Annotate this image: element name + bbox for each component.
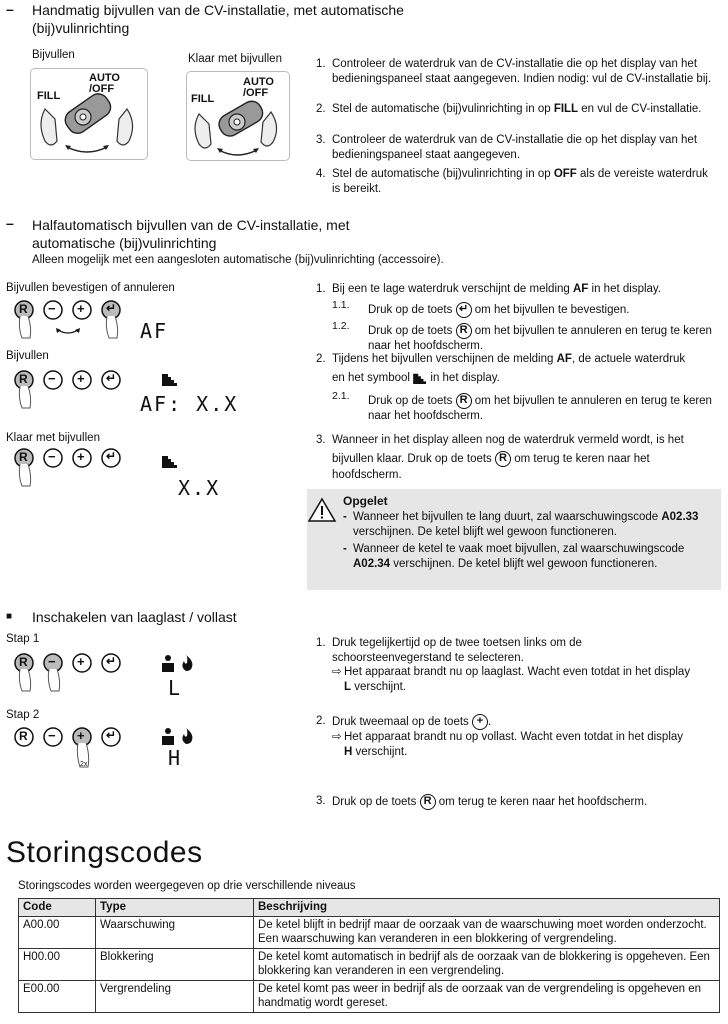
dial-auto-text: AUTO <box>89 72 120 84</box>
step3-line2-pre: bijvullen klaar. Druk op de toets <box>332 453 496 465</box>
table-row <box>19 916 720 948</box>
step-text-post: . <box>488 716 492 729</box>
img2-label: Klaar met bijvullen <box>188 53 282 65</box>
dial-done-illustration <box>187 72 291 162</box>
step-text-bold: FILL <box>553 103 579 115</box>
s2-step-2 <box>316 352 720 368</box>
step-text <box>332 714 720 730</box>
panel2-keys <box>8 368 128 412</box>
chimney-sweep-icon <box>160 653 196 676</box>
warning-triangle-svg <box>307 497 337 523</box>
key-enter[interactable]: ↵ <box>106 449 117 463</box>
stap2-label: Stap 2 <box>6 709 40 721</box>
key-minus[interactable]: − <box>48 371 56 386</box>
cell-type: Blokkering <box>96 948 254 980</box>
stap1-keys <box>8 651 128 695</box>
warning-title: Opgelet <box>343 494 388 508</box>
dial-off-text: /OFF <box>89 83 115 95</box>
key-r[interactable]: R <box>19 450 28 464</box>
sub-text <box>368 393 720 424</box>
step3-line3: hoofdscherm. <box>332 469 402 481</box>
cell-description: De ketel komt pas weer in bedrijf als de oorzaak van de vergrendeling is opgeheven en handmatig wordt gereset. <box>254 980 720 1012</box>
section2-title-line2: automatische (bij)vulinrichting <box>32 235 217 251</box>
fill-dial-image <box>30 68 148 160</box>
result-text-post: verschijnt. <box>352 745 408 758</box>
section-dash: – <box>6 215 14 231</box>
step-text-bold: OFF <box>553 168 577 180</box>
section1-title-line2: (bij)vulinrichting <box>32 20 130 36</box>
section-dash: – <box>6 1 14 17</box>
key-minus[interactable]: − <box>48 654 56 669</box>
s1-step-2 <box>316 102 716 132</box>
r-key-icon: R <box>456 393 472 409</box>
enter-key-icon: ↵ <box>456 302 472 318</box>
step-number: 3. <box>316 434 326 446</box>
step3-line2 <box>332 450 720 469</box>
key-plus[interactable]: + <box>77 728 85 743</box>
cell-type: Waarschuwing <box>96 916 254 948</box>
warning-item-2 <box>343 542 715 588</box>
sub-text-pre: Druk op de toets <box>368 304 456 317</box>
panel1-keys <box>8 300 128 342</box>
page-title: Storingscodes <box>6 836 203 869</box>
warning-box <box>307 489 721 590</box>
warning-dash: - <box>343 543 347 555</box>
step-text-pre: Druk tweemaal op de toets <box>332 716 472 729</box>
s3-step-1-result <box>332 665 720 695</box>
s3-step1-line2: schoorsteenvegerstand te selecteren. <box>332 651 524 664</box>
key-minus[interactable]: − <box>48 728 56 743</box>
s1-step-4 <box>316 167 716 197</box>
panel3-label: Klaar met bijvullen <box>6 432 100 444</box>
col-description: Beschrijving <box>254 899 720 917</box>
lcd-af-pressure: AF: X.X <box>140 392 239 416</box>
s3-step1-line1: Druk tegelijkertijd op de twee toetsen links om de <box>332 637 582 649</box>
sub-text-post: om het bijvullen te annuleren en terug te keren naar het hoofdscherm. <box>368 395 712 422</box>
lcd-pressure: X.X <box>178 476 221 500</box>
s2-step-2-line2 <box>332 371 720 389</box>
result-text-post: verschijnt. <box>351 680 406 693</box>
arrow-right-icon: ⇨ <box>332 666 342 678</box>
dial2-auto-text: AUTO <box>243 76 274 88</box>
warning-item-text <box>353 542 715 571</box>
step3-line1: Wanneer in het display alleen nog de waterdruk vermeld wordt, is het <box>332 434 684 446</box>
lcd-l: L <box>168 676 183 700</box>
step-text-post: om terug te keren naar het hoofdscherm. <box>435 796 648 809</box>
press-twice-label: 2x <box>80 761 88 768</box>
table-row <box>19 980 720 1012</box>
warning-item-1 <box>343 510 715 544</box>
key-enter[interactable]: ↵ <box>106 371 117 385</box>
s2-step-3 <box>316 431 720 485</box>
step-number: 1. <box>316 58 326 70</box>
step-text-pre: Bij een te lage waterdruk verschijnt de melding <box>332 283 573 295</box>
s2-sub-1-1 <box>332 298 720 318</box>
sub-text-pre: Druk op de toets <box>368 325 456 338</box>
step-number: 2. <box>316 353 326 365</box>
chimney-flame-svg <box>160 726 196 746</box>
s2-step-1 <box>316 282 720 298</box>
step-text <box>332 282 720 297</box>
dial-auto-label <box>89 73 120 95</box>
img1-label: Bijvullen <box>32 49 75 61</box>
chimney-flame-svg <box>160 653 196 673</box>
sub-text-post: om het bijvullen te annuleren en terug te keren naar het hoofdscherm. <box>368 325 712 352</box>
key-enter[interactable]: ↵ <box>106 654 117 668</box>
step-text-post: in het display. <box>588 283 662 295</box>
warning-item-pre: Wanneer het bijvullen te lang duurt, zal waarschuwingscode <box>353 511 662 523</box>
key-r[interactable]: R <box>19 372 28 386</box>
warning-item-pre: Wanneer de ketel te vaak moet bijvullen, zal waarschuwingscode <box>353 543 685 555</box>
bar-symbol-icon <box>413 372 427 384</box>
step3-line2-post: om terug te keren naar het <box>511 453 650 465</box>
step-text-bold: AF <box>573 283 589 295</box>
step-number: 1. <box>316 283 326 295</box>
r-key-icon: R <box>456 323 472 339</box>
sub-number: 1.2. <box>332 320 350 332</box>
table-row <box>19 948 720 980</box>
plus-key-icon: + <box>472 714 488 730</box>
s1-step-3 <box>316 133 716 163</box>
key-enter[interactable]: ↵ <box>106 301 117 315</box>
bar-fill-svg <box>162 454 178 468</box>
lcd-af: AF <box>140 319 169 343</box>
key-plus[interactable]: + <box>77 371 85 386</box>
s1-step-1 <box>316 57 716 101</box>
stap1-label: Stap 1 <box>6 633 40 645</box>
cell-description: De ketel komt automatisch in bedrijf als de oorzaak van de blokkering is opgeheven. Een blokkering kan veranderen in een vergrendeling. <box>254 948 720 980</box>
storingscodes-intro: Storingscodes worden weergegeven op drie verschillende niveaus <box>18 880 356 892</box>
cell-code: H00.00 <box>19 948 96 980</box>
s2-sub-2-1 <box>332 389 720 423</box>
sub-number: 1.1. <box>332 299 350 311</box>
warning-item-text <box>353 510 715 539</box>
error-codes-table <box>18 898 720 1013</box>
s2-sub-1-2 <box>332 319 720 353</box>
step-text-post: , de actuele waterdruk <box>571 353 686 365</box>
result-text-bold: L <box>344 680 352 693</box>
cell-description: De ketel blijft in bedrijf maar de oorzaak van de waarschuwing moet worden onderzocht. Een waarschuwing kan veranderen in een blokkering of vergrendeling. <box>254 916 720 948</box>
section3-title: Inschakelen van laaglast / vollast <box>32 609 237 625</box>
dial2-off-text: /OFF <box>243 87 269 99</box>
result-text <box>344 730 720 759</box>
step-text <box>332 167 716 196</box>
step-text-post: en vul de CV-installatie. <box>578 103 702 115</box>
result-text-pre: Het apparaat brandt nu op vollast. Wacht even totdat in het display <box>344 731 684 743</box>
key-plus[interactable]: + <box>77 654 85 669</box>
result-text <box>344 665 720 694</box>
step-text: Controleer de waterdruk van de CV-installatie die op het display van het bedieningspaneel staat aangegeven. <box>332 134 698 161</box>
result-text-bold: H <box>344 745 353 758</box>
step-text-pre: Stel de automatische (bij)vulinrichting in op <box>332 168 554 180</box>
sub-text-post: om het bijvullen te bevestigen. <box>471 304 630 317</box>
key-minus[interactable]: − <box>48 301 56 316</box>
section2-title-line1: Halfautomatisch bijvullen van de CV-installatie, met <box>32 217 350 233</box>
sub-text <box>368 323 720 354</box>
sub-text-pre: Druk op de toets <box>368 395 456 408</box>
section1-title-line1: Handmatig bijvullen van de CV-installatie, met automatische <box>32 2 404 18</box>
panel3-keys <box>8 446 128 490</box>
cell-type: Vergrendeling <box>96 980 254 1012</box>
col-type: Type <box>96 899 254 917</box>
step-number: 1. <box>316 637 326 649</box>
step-number: 3. <box>316 795 326 807</box>
dial2-fill-label: FILL <box>191 93 215 105</box>
step-number: 4. <box>316 168 326 180</box>
step-text <box>332 636 720 665</box>
step-text <box>332 102 716 117</box>
r-key-icon: R <box>495 451 511 467</box>
step-text-pre: Stel de automatische (bij)vulinrichting in op <box>332 103 554 115</box>
key-enter[interactable]: ↵ <box>106 728 117 742</box>
dial2-auto-label <box>243 77 274 99</box>
warning-item-post: verschijnen. De ketel blijft wel gewoon functioneren. <box>390 557 658 570</box>
arrow-right-icon: ⇨ <box>332 731 342 743</box>
warning-item-post: verschijnen. De ketel blijft wel gewoon functioneren. <box>353 525 618 538</box>
panel2-label: Bijvullen <box>6 350 49 362</box>
stap2-keys <box>8 725 128 771</box>
step-number: 2. <box>316 715 326 727</box>
section2-note: Alleen mogelijk met een aangesloten automatische (bij)vulinrichting (accessoire). <box>32 254 444 266</box>
bar-fill-icon <box>162 454 178 468</box>
step-number: 2. <box>316 103 326 115</box>
warning-dash: - <box>343 511 347 523</box>
warning-code: A02.33 <box>661 511 699 523</box>
step-number: 3. <box>316 134 326 146</box>
sub-text <box>368 302 720 318</box>
s3-step-1 <box>316 636 720 666</box>
warning-code: A02.34 <box>353 557 391 570</box>
step-text-post: in het display. <box>427 372 500 384</box>
step-text-pre: Tijdens het bijvullen verschijnen de melding <box>332 353 557 365</box>
bar-fill-svg <box>162 372 178 386</box>
key-r[interactable]: R <box>19 655 28 669</box>
col-code: Code <box>19 899 96 917</box>
step-text: Controleer de waterdruk van de CV-installatie die op het display van het bedieningspaneel staat aangegeven. Indien nodig: vul de CV-installatie bij. <box>332 58 712 85</box>
dial-fill-label: FILL <box>37 90 61 102</box>
bar-fill-icon <box>162 372 178 386</box>
key-plus[interactable]: + <box>77 301 85 316</box>
step-text-bold: AF <box>556 353 572 365</box>
step-text-pre: Druk op de toets <box>332 796 420 809</box>
section2-title <box>32 216 452 252</box>
section-bullet: ■ <box>6 611 13 622</box>
section1-title <box>32 1 452 37</box>
step-text-post: als de vereiste waterdruk is bereikt. <box>332 168 708 195</box>
key-plus[interactable]: + <box>77 449 85 464</box>
key-minus[interactable]: − <box>48 449 56 464</box>
cell-code: E00.00 <box>19 980 96 1012</box>
step-text-pre: en het symbool <box>332 372 414 384</box>
s3-step-3 <box>316 794 720 812</box>
done-dial-image <box>186 71 290 161</box>
result-text-pre: Het apparaat brandt nu op laaglast. Wacht even totdat in het display <box>344 666 691 678</box>
r-key-icon: R <box>420 794 436 810</box>
s3-step-2-result <box>332 730 720 760</box>
step-text <box>332 431 720 481</box>
cell-code: A00.00 <box>19 916 96 948</box>
table-header-row <box>19 899 720 917</box>
step-text <box>332 794 720 810</box>
key-r[interactable]: R <box>19 729 28 743</box>
lcd-h: H <box>168 746 183 770</box>
panel1-label: Bijvullen bevestigen of annuleren <box>6 282 175 294</box>
warning-icon <box>307 497 337 526</box>
sub-number: 2.1. <box>332 390 350 402</box>
step-text <box>332 352 720 367</box>
key-r[interactable]: R <box>19 302 28 316</box>
